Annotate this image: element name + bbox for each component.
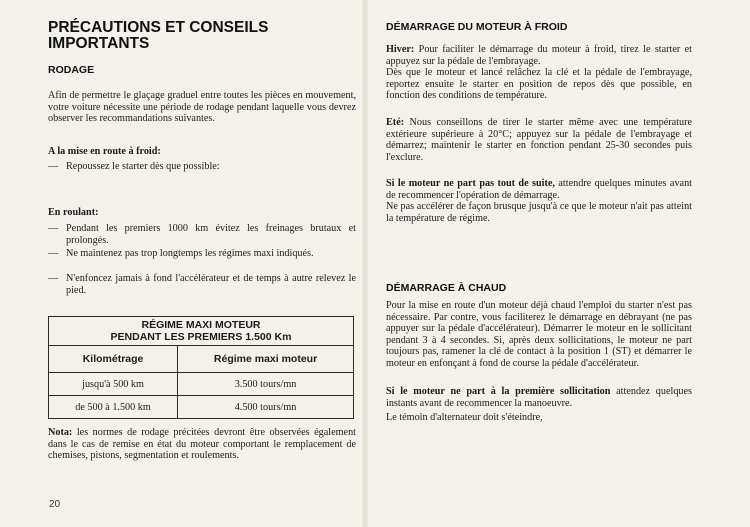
dash-marker: — [48,273,59,284]
si-froid-paragraph-2: Ne pas accélérer de façon brusque jusqu'à ce que le moteur n'ait pas atteint la température de régime. [386,201,692,224]
column-header-regime: Régime maxi moteur [178,346,354,373]
mise-en-route-label: A la mise en route à froid: [48,146,161,157]
dash-marker: — [48,161,59,172]
en-roulant-item: — Ne maintenez pas trop longtemps les régimes maxi indiqués. [48,248,314,259]
en-roulant-item: — N'enfoncez jamais à fond l'accélérateur et de temps à autre relevez le pied. [48,273,356,296]
page-title: PRÉCAUTIONS ET CONSEILS IMPORTANTS [48,19,269,52]
cell-regime: 3.500 tours/mn [178,373,354,396]
section-heading-froid: DÉMARRAGE DU MOTEUR À FROID [386,21,568,33]
hiver-paragraph-2: Dès que le moteur et lancé relâchez la clé et la pédale de l'embrayage, reportez ensuite le starter en position de repos dès que possible, en fonction des conditions de température. [386,67,692,102]
chaud-paragraph: Pour la mise en route d'un moteur déjà chaud l'emploi du starter n'est pas nécessaire. Par contre, vous faciliterez le démarrage en débrayant (ne pas appuyer sur la pédale d'accélérateur). Démarrer le moteur en le sollicitant pendant 3 à 4 secondes. Si, après deux sollicitations, le moteur ne part toujours pas, ramener la clé de contact à la position 1 (ST) et démarrer le moteur en enfonçant à fond de course la pédale d'accélérateur. [386,300,692,369]
cell-regime: 4.500 tours/mn [178,396,354,419]
hiver-paragraph: Hiver: Pour faciliter le démarrage du moteur à froid, tirez le starter et appuyez sur la pédale de l'embrayage. [386,44,692,67]
rodage-intro: Afin de permettre le glaçage graduel entre toutes les pièces en mouvement, votre voiture nécessite une période de rodage pendant laquelle vous devrez observer les recommandations suivantes. [48,90,356,125]
mise-en-route-item: — Repoussez le starter dès que possible: [48,161,220,172]
ete-paragraph: Eté: Nous conseillons de tirer le starter même avec une température extérieure supérieure à 20°C; appuyez sur la pédale de l'embrayage et démarrez; maintenir le starter en fonction pendant 25-30 secondes puis l'exclure. [386,117,692,163]
cell-km: de 500 à 1.500 km [49,396,178,419]
table-header-row [49,346,354,373]
temoin-paragraph: Le témoin d'alternateur doit s'éteindre, [386,412,543,423]
dash-marker: — [48,223,59,234]
en-roulant-item: — Pendant les premiers 1000 km évitez les freinages brutaux et prolongés. [48,223,356,246]
nota: Nota: les normes de rodage précitées devront être observées également dans le cas de remise en état du moteur comportant le remplacement de chemises, pistons, segmentation et roulements. [48,427,356,462]
si-froid-paragraph: Si le moteur ne part pas tout de suite, attendre quelques minutes avant de recommencer l'opération de démarrage. [386,178,692,201]
section-heading-rodage: RODAGE [48,64,95,76]
page-number: 20 [49,499,61,510]
table-caption: RÉGIME MAXI MOTEUR PENDANT LES PREMIERS 1.500 Km [49,317,354,346]
table-row [49,396,354,419]
column-header-km: Kilométrage [49,346,178,373]
table-caption-row [49,317,354,346]
section-heading-chaud: DÉMARRAGE À CHAUD [386,282,507,294]
en-roulant-label: En roulant: [48,207,99,218]
page-fold [362,0,368,527]
table-row [49,373,354,396]
regime-table [48,316,354,419]
dash-marker: — [48,248,59,259]
cell-km: jusqu'à 500 km [49,373,178,396]
si-chaud-paragraph: Si le moteur ne part à la première sollicitation attendez quelques instants avant de recommencer la manoeuvre. [386,386,692,409]
